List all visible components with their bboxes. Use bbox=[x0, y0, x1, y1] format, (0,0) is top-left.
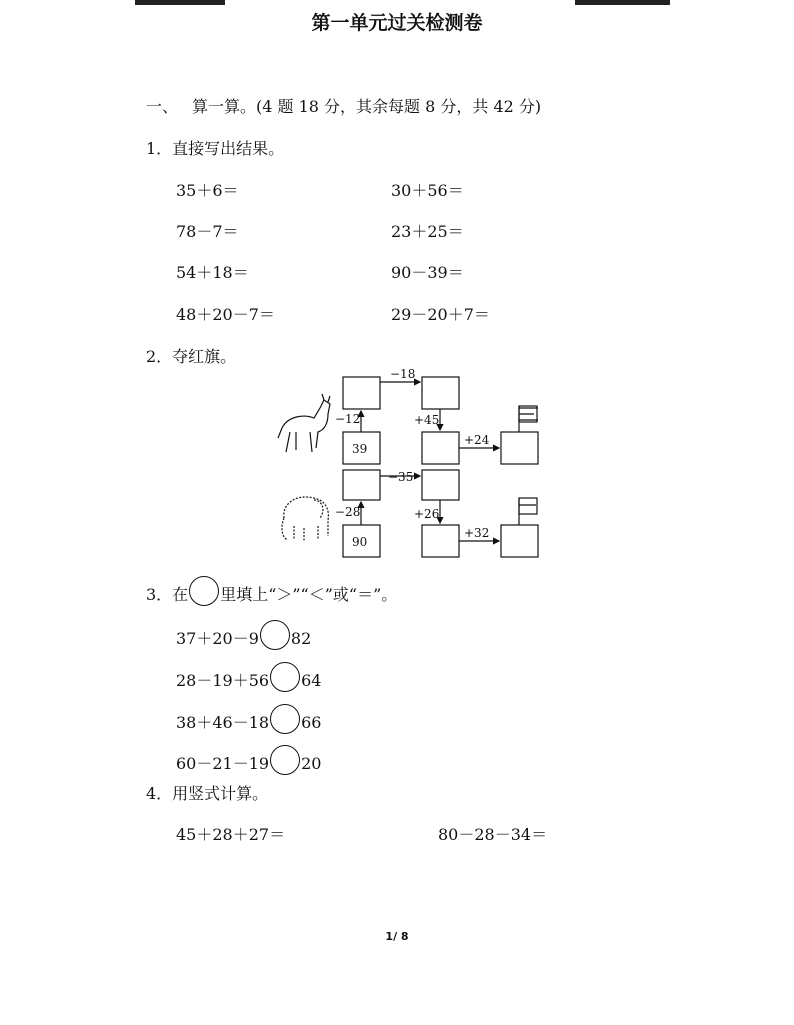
page-title: 第一单元过关检测卷 bbox=[311, 12, 483, 34]
q1-item: 90－39＝ bbox=[391, 263, 464, 282]
q1-item: 78－7＝ bbox=[176, 222, 239, 241]
answer-circle[interactable] bbox=[270, 704, 300, 734]
horse-op-across: −18 bbox=[390, 368, 416, 381]
q1-item: 48＋20－7＝ bbox=[176, 305, 275, 324]
q3-right: 64 bbox=[301, 671, 322, 690]
horse-box-top-left bbox=[343, 377, 380, 409]
horse-op-right: +24 bbox=[464, 433, 490, 447]
elephant-box-bottom-right bbox=[422, 525, 459, 557]
horse-box-bottom-right bbox=[422, 432, 459, 464]
flag-race-diagram bbox=[270, 368, 550, 564]
elephant-op-up: −28 bbox=[335, 505, 361, 519]
horse-op-up: −12 bbox=[335, 412, 361, 426]
q3-heading bbox=[146, 576, 397, 606]
horse-icon bbox=[278, 394, 330, 452]
page-number: 1/ 8 bbox=[385, 930, 409, 943]
q1-heading: 1．直接写出结果。 bbox=[146, 139, 285, 158]
answer-circle[interactable] bbox=[270, 745, 300, 775]
horse-box-top-right bbox=[422, 377, 459, 409]
q4-heading: 4．用竖式计算。 bbox=[146, 784, 269, 803]
flag-icon bbox=[519, 498, 537, 525]
header-bar-left bbox=[135, 0, 225, 5]
answer-circle bbox=[189, 576, 219, 606]
q3-right: 82 bbox=[290, 629, 312, 648]
elephant-op-across: −35 bbox=[388, 470, 414, 484]
q3-row bbox=[176, 745, 321, 775]
section-label: 一、 bbox=[146, 97, 179, 116]
q4-item: 80－28－34＝ bbox=[438, 825, 548, 844]
elephant-op-down: +26 bbox=[414, 507, 440, 521]
flag-icon bbox=[519, 406, 538, 432]
horse-start-value: 39 bbox=[352, 442, 368, 456]
q1-item: 23＋25＝ bbox=[391, 222, 464, 241]
horse-op-down: +45 bbox=[414, 413, 440, 427]
q1-item: 30＋56＝ bbox=[391, 181, 464, 200]
q2-heading: 2．夺红旗。 bbox=[146, 347, 237, 366]
elephant-icon bbox=[282, 497, 328, 542]
q3-left: 28－19＋56 bbox=[176, 671, 270, 690]
q1-item: 29－20＋7＝ bbox=[391, 305, 490, 324]
q3-row bbox=[176, 662, 321, 692]
horse-box-final bbox=[501, 432, 538, 464]
header-bar-right bbox=[575, 0, 670, 5]
q3-prefix: 3．在 bbox=[146, 585, 189, 604]
q3-suffix: 里填上“＞”“＜”或“＝”。 bbox=[220, 585, 398, 604]
q3-left: 60－21－19 bbox=[176, 754, 270, 773]
q1-item: 54＋18＝ bbox=[176, 263, 249, 282]
elephant-start-value: 90 bbox=[352, 535, 368, 549]
answer-circle[interactable] bbox=[260, 620, 290, 650]
q1-item: 35＋6＝ bbox=[176, 181, 239, 200]
q4-item: 45＋28＋27＝ bbox=[176, 825, 286, 844]
elephant-box-top-right bbox=[422, 470, 459, 500]
q3-left: 38＋46－18 bbox=[176, 713, 270, 732]
q3-right: 66 bbox=[301, 713, 322, 732]
q3-right: 20 bbox=[301, 754, 322, 773]
elephant-box-top-left bbox=[343, 470, 380, 500]
answer-circle[interactable] bbox=[270, 662, 300, 692]
elephant-box-final bbox=[501, 525, 538, 557]
q3-row bbox=[176, 704, 321, 734]
section-instructions: 算一算。(4 题 18 分，其余每题 8 分，共 42 分) bbox=[192, 97, 542, 116]
elephant-op-right: +32 bbox=[464, 526, 490, 540]
q3-row bbox=[176, 620, 311, 650]
q3-left: 37＋20－9 bbox=[176, 629, 259, 648]
